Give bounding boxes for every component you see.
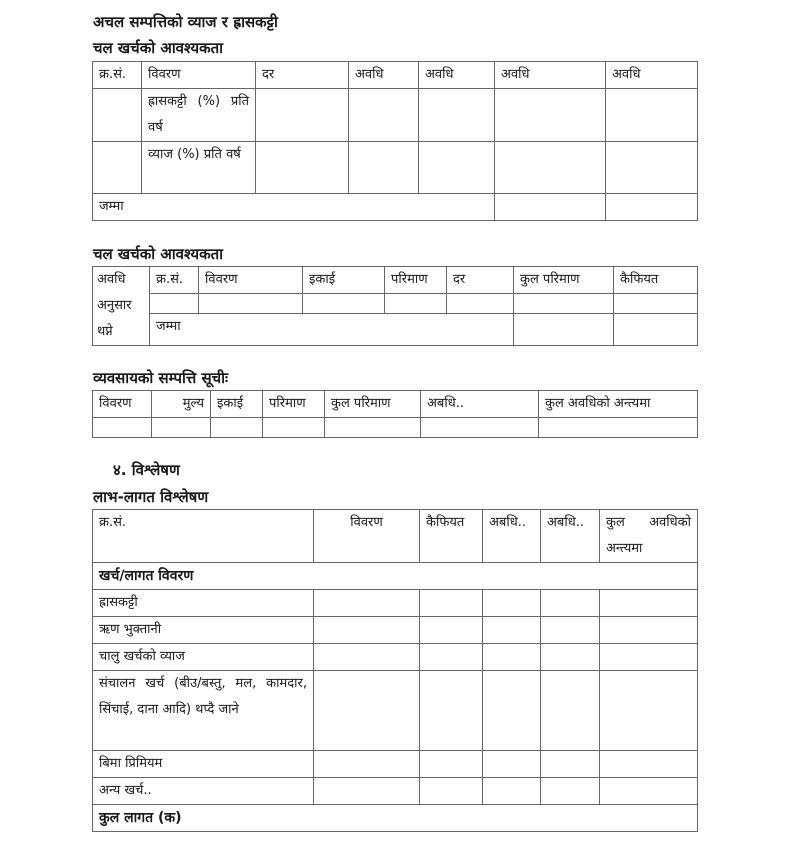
empty-cell[interactable] (421, 418, 539, 438)
empty-cell[interactable] (514, 294, 614, 313)
header-cell: विवरण (314, 510, 420, 563)
row-label: अन्य खर्च.. (93, 778, 314, 805)
empty-cell[interactable] (541, 644, 600, 671)
row-label: चालु खर्चको व्याज (93, 644, 314, 671)
table-row (93, 418, 698, 438)
empty-cell[interactable] (600, 671, 698, 751)
empty-cell[interactable] (495, 142, 606, 194)
group-label: खर्च/लागत विवरण (93, 563, 698, 590)
empty-cell[interactable] (420, 671, 483, 751)
header-cell: क्र.सं. (150, 267, 199, 294)
header-cell: अवधि (606, 62, 698, 89)
total-cost-label: कुल लागत (क) (93, 805, 698, 832)
empty-cell[interactable] (419, 142, 495, 194)
empty-cell[interactable] (600, 751, 698, 778)
empty-cell[interactable] (256, 89, 349, 142)
empty-cell[interactable] (495, 194, 606, 221)
empty-cell[interactable] (483, 751, 541, 778)
table-row (93, 751, 698, 778)
empty-cell[interactable] (314, 751, 420, 778)
cost-benefit-table (92, 509, 698, 832)
total-row (93, 313, 698, 345)
empty-cell[interactable] (314, 617, 420, 644)
empty-cell[interactable] (483, 644, 541, 671)
header-cell: कुल परिमाण (325, 391, 421, 418)
empty-cell[interactable] (514, 313, 614, 345)
header-cell: क्र.सं. (93, 510, 314, 563)
table-row (93, 89, 698, 142)
empty-cell[interactable] (314, 644, 420, 671)
running-cost-table (92, 266, 698, 346)
empty-cell[interactable] (93, 418, 152, 438)
total-label: जम्मा (150, 313, 514, 345)
empty-cell[interactable] (420, 590, 483, 617)
group-row (93, 563, 698, 590)
section1-title: अचल सम्पत्तिको व्याज र ह्रासकट्टी (93, 13, 278, 31)
empty-cell[interactable] (420, 751, 483, 778)
header-cell: कुल अवधिको अन्त्यमा (539, 391, 698, 418)
empty-cell[interactable] (600, 590, 698, 617)
empty-cell[interactable] (314, 590, 420, 617)
header-cell: इकाई (211, 391, 263, 418)
header-cell: अबधि.. (421, 391, 539, 418)
empty-cell[interactable] (303, 294, 385, 313)
header-cell: मुल्य (152, 391, 211, 418)
table-header-row (93, 62, 698, 89)
empty-cell[interactable] (211, 418, 263, 438)
empty-cell[interactable] (541, 778, 600, 805)
header-cell: अवधि (495, 62, 606, 89)
empty-cell[interactable] (152, 418, 211, 438)
depreciation-interest-table (92, 61, 698, 221)
header-cell: अबधि.. (541, 510, 600, 563)
table-row (93, 617, 698, 644)
empty-cell[interactable] (93, 142, 142, 194)
header-cell: विवरण (142, 62, 256, 89)
empty-cell[interactable] (349, 142, 419, 194)
row-label: बिमा प्रिमियम (93, 751, 314, 778)
empty-cell[interactable] (93, 89, 142, 142)
row-label: ऋण भुक्तानी (93, 617, 314, 644)
empty-cell[interactable] (541, 671, 600, 751)
empty-cell[interactable] (541, 617, 600, 644)
header-cell: परिमाण (263, 391, 325, 418)
section2-title: चल खर्चको आवश्यकता (93, 245, 224, 263)
empty-cell[interactable] (349, 89, 419, 142)
header-cell: परिमाण (385, 267, 447, 294)
empty-cell[interactable] (447, 294, 514, 313)
header-cell: दर (447, 267, 514, 294)
empty-cell[interactable] (600, 617, 698, 644)
table-header-row (93, 267, 698, 294)
header-cell: दर (256, 62, 349, 89)
empty-cell[interactable] (541, 751, 600, 778)
empty-cell[interactable] (256, 142, 349, 194)
header-cell: कुल परिमाण (514, 267, 614, 294)
empty-cell[interactable] (314, 671, 420, 751)
empty-cell[interactable] (420, 778, 483, 805)
empty-cell[interactable] (150, 294, 199, 313)
empty-cell[interactable] (606, 89, 698, 142)
total-row (93, 805, 698, 832)
empty-cell[interactable] (420, 644, 483, 671)
empty-cell[interactable] (606, 194, 698, 221)
header-cell: कैफियत (420, 510, 483, 563)
header-cell: कुल अवधिको अन्त्यमा (600, 510, 698, 563)
row-description: ह्रासकट्टी (%) प्रति वर्ष (142, 89, 256, 142)
total-label: जम्मा (93, 194, 495, 221)
total-row (93, 194, 698, 221)
empty-cell[interactable] (483, 590, 541, 617)
header-cell: अवधि (349, 62, 419, 89)
header-cell: विवरण (93, 391, 152, 418)
header-cell: इकाई (303, 267, 385, 294)
row-description: व्याज (%) प्रति वर्ष (142, 142, 256, 194)
header-cell: क्र.सं. (93, 62, 142, 89)
header-cell: विवरण (199, 267, 303, 294)
header-cell: कैफियत (614, 267, 698, 294)
empty-cell[interactable] (600, 778, 698, 805)
section3-title: व्यवसायको सम्पत्ति सूचीः (93, 369, 229, 387)
table-row (93, 644, 698, 671)
empty-cell[interactable] (314, 778, 420, 805)
table-row (93, 778, 698, 805)
empty-cell[interactable] (420, 617, 483, 644)
row-label: संचालन खर्च (बीउ/बस्तु, मल, कामदार, सिंचाई, दाना आदि) थप्दै जाने (93, 671, 314, 751)
empty-cell[interactable] (199, 294, 303, 313)
empty-cell[interactable] (263, 418, 325, 438)
header-cell: अवधि (419, 62, 495, 89)
empty-cell[interactable] (606, 142, 698, 194)
empty-cell[interactable] (495, 89, 606, 142)
section4-number-title: ४. विश्लेषण (113, 461, 180, 479)
section4-subtitle: लाभ-लागत विश्लेषण (93, 488, 209, 506)
table-header-row (93, 391, 698, 418)
empty-cell[interactable] (614, 294, 698, 313)
section1-subtitle: चल खर्चको आवश्यकता (93, 39, 224, 57)
empty-cell[interactable] (325, 418, 421, 438)
asset-list-table (92, 390, 698, 438)
empty-cell[interactable] (483, 778, 541, 805)
table-row (93, 294, 698, 313)
empty-cell[interactable] (483, 671, 541, 751)
table-row (93, 671, 698, 751)
table-header-row (93, 510, 698, 563)
empty-cell[interactable] (600, 644, 698, 671)
empty-cell[interactable] (385, 294, 447, 313)
empty-cell[interactable] (419, 89, 495, 142)
period-side-label: अवधि अनुसार थप्ने (93, 267, 150, 346)
empty-cell[interactable] (541, 590, 600, 617)
empty-cell[interactable] (614, 313, 698, 345)
table-row (93, 142, 698, 194)
empty-cell[interactable] (539, 418, 698, 438)
table-row (93, 590, 698, 617)
row-label: ह्रासकट्टी (93, 590, 314, 617)
header-cell: अबधि.. (483, 510, 541, 563)
empty-cell[interactable] (483, 617, 541, 644)
